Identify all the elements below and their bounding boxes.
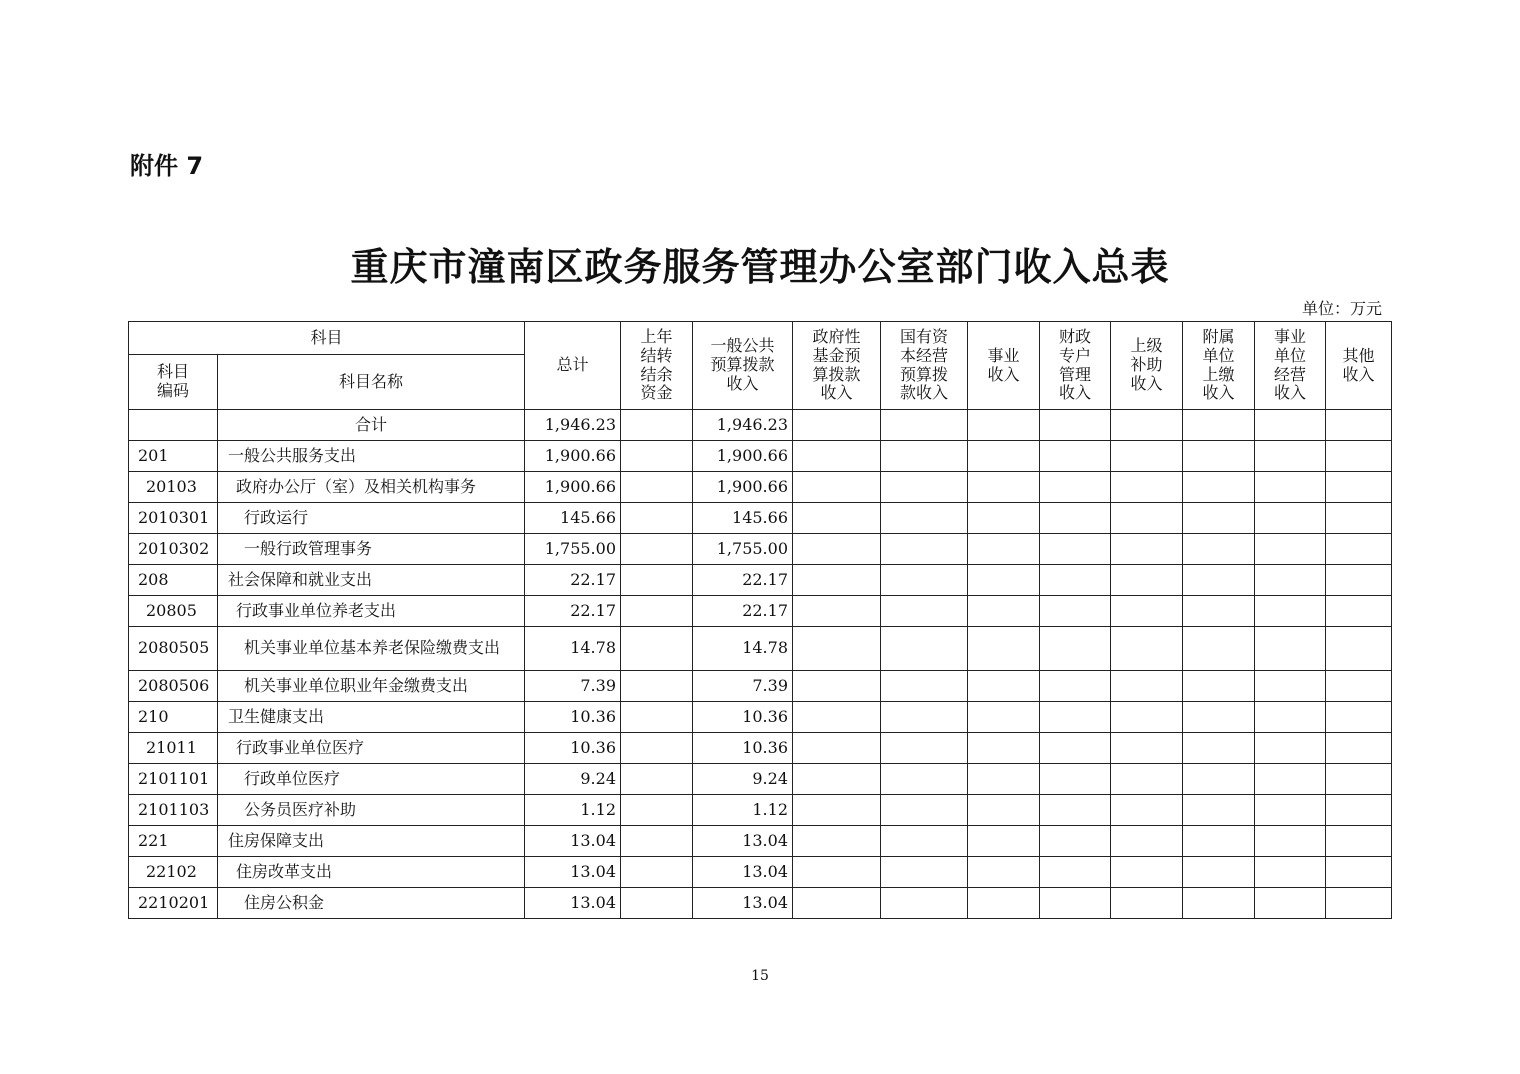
empty-cell: [968, 764, 1040, 795]
empty-cell: [621, 857, 693, 888]
empty-cell: [1111, 596, 1183, 627]
empty-cell: [793, 733, 881, 764]
empty-cell: [1183, 410, 1255, 441]
empty-cell: [1326, 565, 1392, 596]
empty-cell: [1326, 503, 1392, 534]
empty-cell: [621, 888, 693, 919]
empty-cell: [881, 826, 968, 857]
empty-cell: [793, 826, 881, 857]
empty-cell: [621, 534, 693, 565]
empty-cell: [1111, 702, 1183, 733]
total-sum: 1,946.23: [525, 410, 621, 441]
empty-cell: [968, 826, 1040, 857]
empty-cell: [1255, 441, 1326, 472]
empty-cell: [1040, 671, 1111, 702]
empty-cell: [881, 627, 968, 671]
amount-total: 13.04: [525, 857, 621, 888]
empty-cell: [1326, 795, 1392, 826]
empty-cell: [1111, 472, 1183, 503]
table-row: [129, 441, 1392, 472]
subject-name: 一般公共服务支出: [218, 441, 525, 472]
empty-cell: [1183, 733, 1255, 764]
table-row: [129, 826, 1392, 857]
table-row: [129, 627, 1392, 671]
empty-cell: [881, 733, 968, 764]
empty-cell: [1111, 503, 1183, 534]
table-row: [129, 702, 1392, 733]
amount-general-budget: 22.17: [693, 565, 793, 596]
subject-name: 住房保障支出: [218, 826, 525, 857]
amount-total: 10.36: [525, 733, 621, 764]
subject-code: 2101103: [129, 795, 218, 826]
empty-cell: [1111, 441, 1183, 472]
subject-name: 卫生健康支出: [218, 702, 525, 733]
empty-cell: [1255, 627, 1326, 671]
table-row: [129, 534, 1392, 565]
header-operating: 事业 单位 经营 收入: [1255, 322, 1326, 410]
empty-cell: [1255, 795, 1326, 826]
empty-cell: [1255, 565, 1326, 596]
empty-cell: [793, 565, 881, 596]
empty-cell: [1326, 733, 1392, 764]
subject-name: 住房公积金: [218, 888, 525, 919]
empty-cell: [793, 627, 881, 671]
empty-cell: [793, 671, 881, 702]
empty-cell: [1326, 888, 1392, 919]
empty-cell: [1326, 627, 1392, 671]
empty-cell: [1326, 857, 1392, 888]
subject-name: 机关事业单位基本养老保险缴费支出: [218, 627, 525, 671]
page-title: 重庆市潼南区政务服务管理办公室部门收入总表: [350, 244, 1170, 289]
empty-cell: [1255, 503, 1326, 534]
empty-cell: [621, 565, 693, 596]
subject-name: 行政事业单位医疗: [218, 733, 525, 764]
empty-cell: [793, 857, 881, 888]
empty-cell: [881, 472, 968, 503]
empty-cell: [968, 503, 1040, 534]
empty-cell: [621, 702, 693, 733]
empty-cell: [1111, 826, 1183, 857]
empty-cell: [1183, 702, 1255, 733]
table-row: [129, 565, 1392, 596]
empty-cell: [1255, 596, 1326, 627]
empty-cell: [1183, 627, 1255, 671]
total-row: [129, 410, 1392, 441]
empty-cell: [1040, 410, 1111, 441]
subject-code: 210: [129, 702, 218, 733]
amount-total: 1.12: [525, 795, 621, 826]
empty-cell: [1111, 410, 1183, 441]
empty-cell: [1040, 565, 1111, 596]
empty-cell: [1255, 733, 1326, 764]
empty-cell: [881, 503, 968, 534]
empty-cell: [1255, 888, 1326, 919]
empty-cell: [881, 702, 968, 733]
empty-cell: [621, 503, 693, 534]
empty-cell: [1040, 627, 1111, 671]
empty-cell: [793, 702, 881, 733]
unit-label: 单位：万元: [1301, 299, 1382, 318]
empty-cell: [968, 795, 1040, 826]
empty-cell: [881, 410, 968, 441]
header-code: 科目 编码: [129, 355, 218, 410]
empty-cell: [881, 795, 968, 826]
subject-name: 一般行政管理事务: [218, 534, 525, 565]
empty-cell: [1326, 702, 1392, 733]
table-row: [129, 733, 1392, 764]
header-gov-fund: 政府性 基金预 算拨款 收入: [793, 322, 881, 410]
empty-cell: [1040, 826, 1111, 857]
empty-cell: [1183, 472, 1255, 503]
empty-cell: [1326, 534, 1392, 565]
empty-cell: [793, 795, 881, 826]
empty-cell: [1326, 472, 1392, 503]
amount-general-budget: 7.39: [693, 671, 793, 702]
empty-cell: [1255, 826, 1326, 857]
amount-total: 9.24: [525, 764, 621, 795]
amount-total: 1,900.66: [525, 472, 621, 503]
table-row: [129, 503, 1392, 534]
empty-cell: [1183, 671, 1255, 702]
subject-code: 208: [129, 565, 218, 596]
header-prev-year: 上年 结转 结余 资金: [621, 322, 693, 410]
total-label: 合计: [218, 410, 525, 441]
empty-cell: [968, 702, 1040, 733]
empty-cell: [1183, 764, 1255, 795]
subject-name: 社会保障和就业支出: [218, 565, 525, 596]
empty-cell: [968, 596, 1040, 627]
amount-total: 10.36: [525, 702, 621, 733]
header-state-capital: 国有资 本经营 预算拨 款收入: [881, 322, 968, 410]
empty-cell: [881, 565, 968, 596]
subject-code: 2010301: [129, 503, 218, 534]
empty-cell: [1326, 764, 1392, 795]
empty-cell: [881, 671, 968, 702]
empty-cell: [1183, 596, 1255, 627]
empty-cell: [621, 596, 693, 627]
amount-general-budget: 10.36: [693, 702, 793, 733]
header-general-budget: 一般公共 预算拨款 收入: [693, 322, 793, 410]
empty-cell: [968, 857, 1040, 888]
subject-name: 政府办公厅（室）及相关机构事务: [218, 472, 525, 503]
subject-code: 2210201: [129, 888, 218, 919]
subject-name: 行政事业单位养老支出: [218, 596, 525, 627]
amount-general-budget: 13.04: [693, 857, 793, 888]
empty-cell: [1111, 534, 1183, 565]
empty-cell: [968, 472, 1040, 503]
empty-cell: [621, 795, 693, 826]
subject-name: 行政运行: [218, 503, 525, 534]
amount-total: 7.39: [525, 671, 621, 702]
amount-total: 13.04: [525, 888, 621, 919]
header-affiliated: 附属 单位 上缴 收入: [1183, 322, 1255, 410]
empty-cell: [881, 534, 968, 565]
empty-cell: [1326, 410, 1392, 441]
subject-code: 2101101: [129, 764, 218, 795]
amount-general-budget: 1,900.66: [693, 472, 793, 503]
empty-cell: [621, 733, 693, 764]
subject-code: 221: [129, 826, 218, 857]
amount-general-budget: 13.04: [693, 826, 793, 857]
empty-cell: [1040, 441, 1111, 472]
empty-cell: [1183, 503, 1255, 534]
header-other: 其他 收入: [1326, 322, 1392, 410]
amount-total: 145.66: [525, 503, 621, 534]
empty-cell: [881, 764, 968, 795]
empty-cell: [1111, 565, 1183, 596]
subject-code: 2080506: [129, 671, 218, 702]
subject-name: 公务员医疗补助: [218, 795, 525, 826]
subject-code: 20103: [129, 472, 218, 503]
empty-cell: [1255, 702, 1326, 733]
revenue-table: [128, 321, 1392, 919]
empty-cell: [1255, 764, 1326, 795]
amount-general-budget: 9.24: [693, 764, 793, 795]
total-code-cell: [129, 410, 218, 441]
amount-general-budget: 13.04: [693, 888, 793, 919]
table-row: [129, 671, 1392, 702]
empty-cell: [1326, 596, 1392, 627]
empty-cell: [968, 410, 1040, 441]
empty-cell: [1040, 503, 1111, 534]
empty-cell: [793, 441, 881, 472]
empty-cell: [881, 441, 968, 472]
table-row: [129, 764, 1392, 795]
header-business-income: 事业 收入: [968, 322, 1040, 410]
empty-cell: [793, 472, 881, 503]
empty-cell: [1183, 795, 1255, 826]
empty-cell: [968, 565, 1040, 596]
header-total: 总计: [525, 322, 621, 410]
empty-cell: [968, 733, 1040, 764]
empty-cell: [1040, 764, 1111, 795]
header-name: 科目名称: [218, 355, 525, 410]
empty-cell: [1255, 410, 1326, 441]
empty-cell: [1255, 472, 1326, 503]
empty-cell: [1040, 596, 1111, 627]
empty-cell: [1111, 795, 1183, 826]
subject-code: 201: [129, 441, 218, 472]
empty-cell: [1183, 565, 1255, 596]
empty-cell: [1255, 857, 1326, 888]
subject-code: 21011: [129, 733, 218, 764]
empty-cell: [1183, 534, 1255, 565]
table-row: [129, 795, 1392, 826]
amount-general-budget: 1,755.00: [693, 534, 793, 565]
empty-cell: [793, 503, 881, 534]
amount-total: 14.78: [525, 627, 621, 671]
empty-cell: [1040, 534, 1111, 565]
table-row: [129, 596, 1392, 627]
empty-cell: [881, 888, 968, 919]
amount-total: 13.04: [525, 826, 621, 857]
header-row-1: [129, 322, 1392, 355]
header-special-fiscal: 财政 专户 管理 收入: [1040, 322, 1111, 410]
empty-cell: [793, 888, 881, 919]
empty-cell: [968, 671, 1040, 702]
empty-cell: [968, 888, 1040, 919]
subject-name: 行政单位医疗: [218, 764, 525, 795]
amount-total: 1,900.66: [525, 441, 621, 472]
empty-cell: [621, 627, 693, 671]
empty-cell: [1326, 826, 1392, 857]
amount-total: 1,755.00: [525, 534, 621, 565]
subject-name: 机关事业单位职业年金缴费支出: [218, 671, 525, 702]
empty-cell: [968, 534, 1040, 565]
subject-code: 2010302: [129, 534, 218, 565]
amount-general-budget: 145.66: [693, 503, 793, 534]
empty-cell: [1040, 733, 1111, 764]
subject-code: 2080505: [129, 627, 218, 671]
empty-cell: [1040, 857, 1111, 888]
empty-cell: [1183, 888, 1255, 919]
empty-cell: [1255, 534, 1326, 565]
header-superior-subsidy: 上级 补助 收入: [1111, 322, 1183, 410]
empty-cell: [1326, 441, 1392, 472]
table-row: [129, 472, 1392, 503]
amount-total: 22.17: [525, 565, 621, 596]
empty-cell: [1255, 671, 1326, 702]
total-general: 1,946.23: [693, 410, 793, 441]
empty-cell: [1111, 888, 1183, 919]
amount-general-budget: 1,900.66: [693, 441, 793, 472]
subject-name: 住房改革支出: [218, 857, 525, 888]
amount-general-budget: 1.12: [693, 795, 793, 826]
subject-code: 22102: [129, 857, 218, 888]
table-row: [129, 857, 1392, 888]
empty-cell: [1040, 702, 1111, 733]
empty-cell: [621, 826, 693, 857]
empty-cell: [621, 472, 693, 503]
empty-cell: [1040, 888, 1111, 919]
amount-general-budget: 22.17: [693, 596, 793, 627]
amount-total: 22.17: [525, 596, 621, 627]
empty-cell: [1111, 764, 1183, 795]
empty-cell: [1111, 857, 1183, 888]
empty-cell: [621, 441, 693, 472]
empty-cell: [793, 596, 881, 627]
empty-cell: [1326, 671, 1392, 702]
empty-cell: [621, 671, 693, 702]
empty-cell: [968, 441, 1040, 472]
empty-cell: [1111, 671, 1183, 702]
empty-cell: [1111, 627, 1183, 671]
empty-cell: [793, 764, 881, 795]
empty-cell: [968, 627, 1040, 671]
empty-cell: [1183, 857, 1255, 888]
empty-cell: [881, 857, 968, 888]
empty-cell: [1183, 441, 1255, 472]
empty-cell: [621, 410, 693, 441]
empty-cell: [1183, 826, 1255, 857]
subject-code: 20805: [129, 596, 218, 627]
table-row: [129, 888, 1392, 919]
empty-cell: [793, 534, 881, 565]
amount-general-budget: 14.78: [693, 627, 793, 671]
amount-general-budget: 10.36: [693, 733, 793, 764]
empty-cell: [621, 764, 693, 795]
empty-cell: [1040, 795, 1111, 826]
attachment-label: 附件 7: [130, 152, 204, 180]
page-number: 15: [751, 968, 769, 984]
header-subject: 科目: [129, 322, 525, 355]
empty-cell: [1040, 472, 1111, 503]
empty-cell: [881, 596, 968, 627]
empty-cell: [793, 410, 881, 441]
empty-cell: [1111, 733, 1183, 764]
